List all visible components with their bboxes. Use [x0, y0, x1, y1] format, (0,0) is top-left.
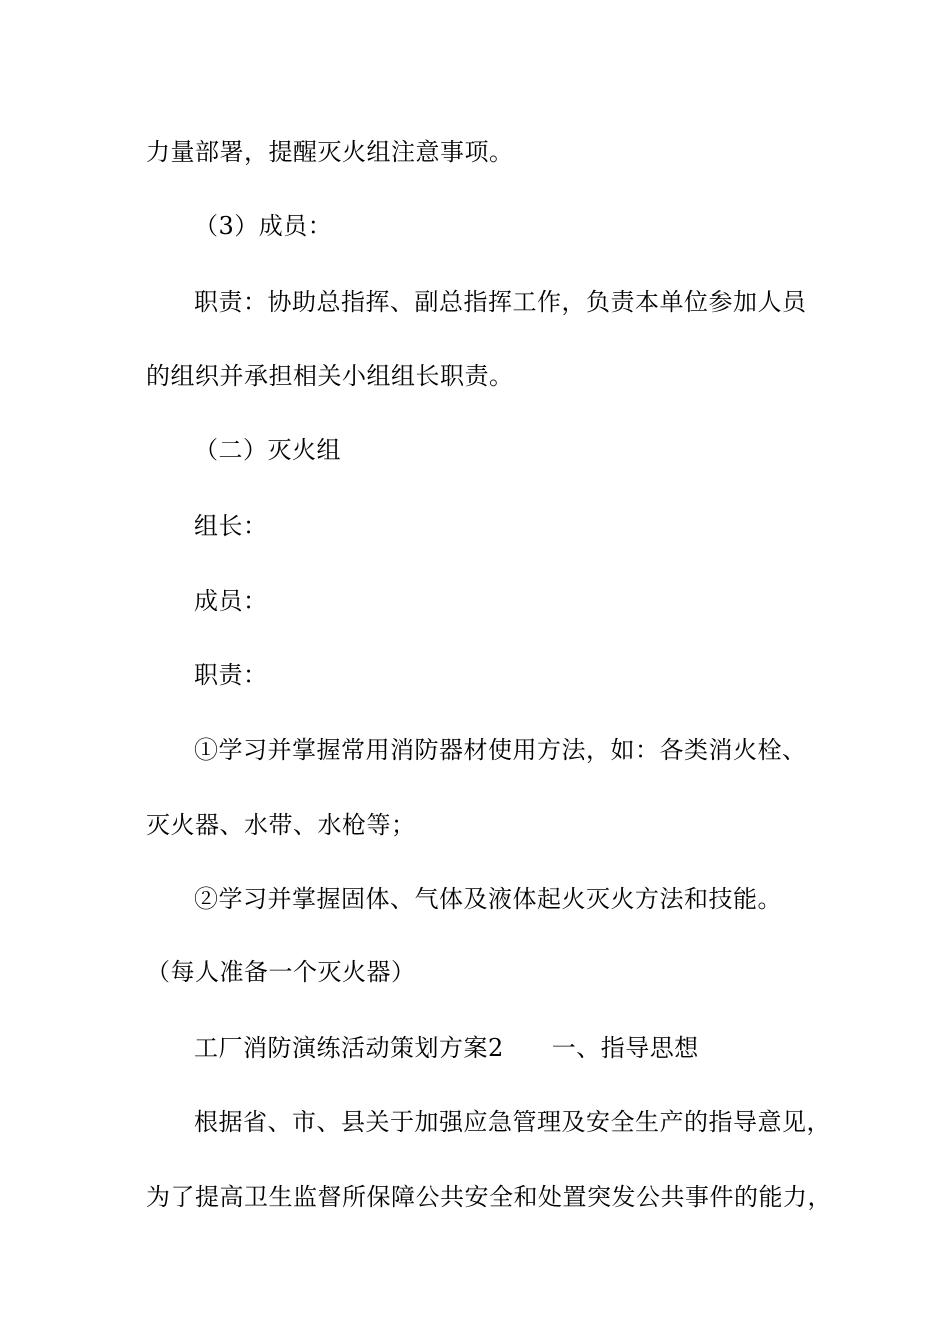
section-heading-fire-team: （二）灭火组: [194, 436, 341, 464]
field-duties: 职责：: [194, 661, 268, 689]
body-text-line: 职责：协助总指挥、副总指挥工作，负责本单位参加人员: [194, 288, 807, 316]
duty-item-1-continued: 灭火器、水带、水枪等；: [146, 811, 416, 839]
body-text-line: 为了提高卫生监督所保障公共安全和处置突发公共事件的能力，: [146, 1183, 832, 1211]
duty-item-2: ②学习并掌握固体、气体及液体起火灭火方法和技能。: [194, 885, 782, 913]
field-team-leader: 组长：: [194, 512, 268, 540]
subheading-members: （3）成员：: [194, 212, 333, 240]
section-heading-guiding-ideology: 一、指导思想: [551, 1034, 699, 1062]
plan-title: 工厂消防演练活动策划方案2: [194, 1034, 504, 1062]
body-text-line: 的组织并承担相关小组组长职责。: [146, 362, 514, 390]
duty-item-1: ①学习并掌握常用消防器材使用方法，如：各类消火栓、: [194, 736, 807, 764]
duty-note: （每人准备一个灭火器）: [146, 958, 416, 986]
body-text-line: 力量部署，提醒灭火组注意事项。: [146, 138, 514, 166]
field-team-members: 成员：: [194, 587, 268, 615]
plan-title-line: [194, 1033, 699, 1063]
body-text-line: 根据省、市、县关于加强应急管理及安全生产的指导意见，: [194, 1108, 831, 1136]
